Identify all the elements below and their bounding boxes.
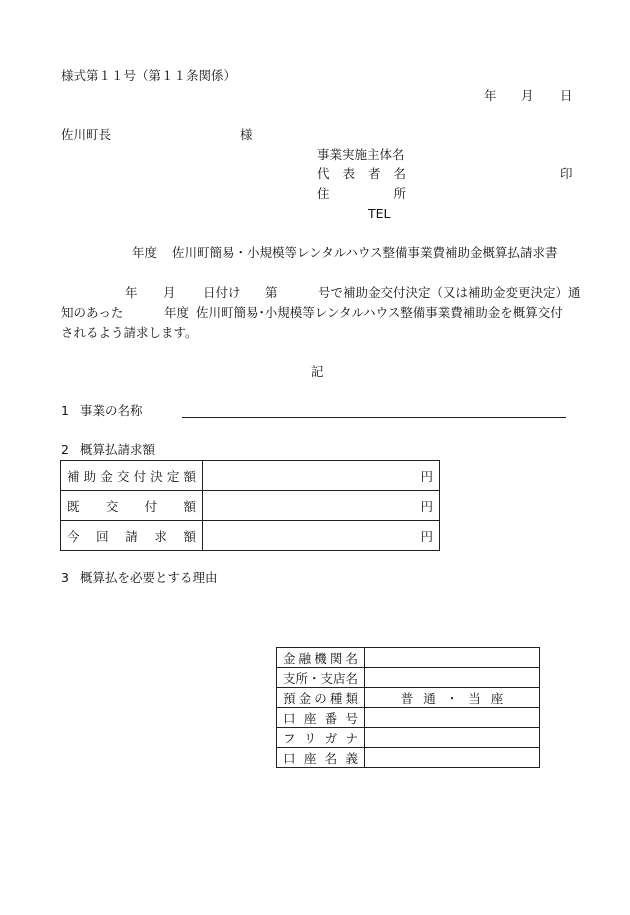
char: 番 [324,710,338,726]
char: 名 [324,750,338,766]
char: 金 [283,650,296,666]
bank-label-number [277,708,365,728]
label-spread [67,497,196,515]
form-number: 様式第１１号（第１１条関係） [61,68,237,83]
applicant-representative-label [317,168,406,181]
bank-value-number[interactable] [365,708,540,728]
para-line3: されるよう請求します。 [61,325,198,340]
label-spread [67,527,196,545]
rep-char-1: 代 [317,166,330,181]
bank-account-table [276,647,540,768]
table-row [277,748,540,768]
char: 名 [345,650,359,666]
date-year: 年 [484,88,497,103]
char: 金 [298,690,312,706]
para-line1-rest: 号で補助金交付決定（又は補助金変更決定）通 [318,285,581,300]
char: 定 [166,468,180,484]
char: 補 [67,468,80,484]
sec1-number: 1 [61,403,69,418]
project-name-line[interactable] [182,417,566,418]
label-spread [283,649,358,667]
sec3-label: 概算払を必要とする理由 [80,570,218,585]
applicant-tel-label: TEL [368,206,391,221]
char: ナ [345,730,358,746]
sec3-number: 3 [61,570,69,585]
char: 助 [83,468,97,484]
table-row [277,708,540,728]
table-row [277,648,540,668]
sec2-number: 2 [61,442,69,457]
date-day: 日 [560,88,573,103]
bank-label-type [277,688,365,708]
char: 義 [345,750,358,766]
addressee-name: 佐川町長 [61,127,112,142]
bank-value-name[interactable] [365,648,540,668]
bank-value-branch[interactable] [365,668,540,688]
sec1-label: 事業の名称 [80,403,143,418]
label-spread [67,467,196,485]
addr-char-2: 所 [393,186,406,201]
char: 付 [133,468,147,484]
char: 請 [125,528,138,544]
document-title: 佐川町簡易・小規模等レンタルハウス整備事業費補助金概算払請求書 [172,245,558,260]
char: 金 [100,468,113,484]
seal-mark: 印 [560,166,573,181]
title-year: 年度 [132,245,158,260]
char: 機 [314,650,327,666]
request-amount-table [60,460,440,551]
char: 号 [345,710,358,726]
char: 決 [150,468,163,484]
rep-char-3: 者 [367,166,381,181]
bank-value-holder[interactable] [365,748,540,768]
bank-value-type[interactable]: 普 通 ・ 当 座 [365,688,540,708]
amount-cell-decision[interactable]: 円 [203,461,440,491]
char: 類 [345,690,359,706]
date-month: 月 [521,88,534,103]
table-row [277,668,540,688]
bank-label-name [277,648,365,668]
row-label-decision [61,461,203,491]
para-month: 月 [163,285,176,300]
label-spread [283,709,358,727]
char: 交 [116,468,130,484]
char: 回 [96,528,109,544]
bank-value-furigana[interactable] [365,728,540,748]
amount-cell-already[interactable]: 円 [203,491,440,521]
char: 今 [67,528,80,544]
addr-char-1: 住 [317,186,330,201]
char: 求 [154,528,167,544]
label-spread [283,689,358,707]
label-spread [283,749,358,767]
char: リ [303,730,317,746]
amount-cell-current[interactable]: 円 [203,521,440,551]
char: 交 [105,498,119,514]
table-row [277,728,540,748]
char: 口 [283,750,296,766]
para-line2-c: 佐川町簡易･小規模等レンタルハウス整備事業費補助金を概算交付 [196,305,563,320]
char: 座 [303,750,317,766]
char: フ [283,730,296,746]
char: 額 [183,498,196,514]
applicant-address-label [317,188,406,201]
row-label-current [61,521,203,551]
ki-heading: 記 [311,364,324,379]
char: 種 [329,690,343,706]
addressee-honorific: 様 [240,127,253,142]
table-row [277,688,540,708]
bank-label-branch: 支所・支店名 [277,668,365,688]
char: 付 [144,498,158,514]
char: 額 [183,528,196,544]
table-row [61,491,440,521]
rep-char-2: 表 [342,166,355,181]
applicant-entity-label: 事業実施主体名 [317,147,405,162]
para-year: 年 [125,285,138,300]
char: の [314,690,327,706]
char: 預 [283,690,296,706]
char: 額 [183,468,196,484]
label-spread [283,729,358,747]
sec2-label: 概算払請求額 [80,442,156,457]
bank-label-holder [277,748,365,768]
char: 融 [298,650,312,666]
bank-label-furigana [277,728,365,748]
char: 座 [303,710,317,726]
char: 関 [329,650,343,666]
table-row [61,461,440,491]
para-line2-year: 年度 [164,305,190,320]
char: 口 [283,710,296,726]
char: 既 [67,498,80,514]
table-row [61,521,440,551]
rep-char-4: 名 [393,166,406,181]
char: ガ [324,730,338,746]
row-label-already [61,491,203,521]
para-no: 第 [265,285,278,300]
para-line2-a: 知のあった [61,305,124,320]
para-day: 日付け [203,285,241,300]
